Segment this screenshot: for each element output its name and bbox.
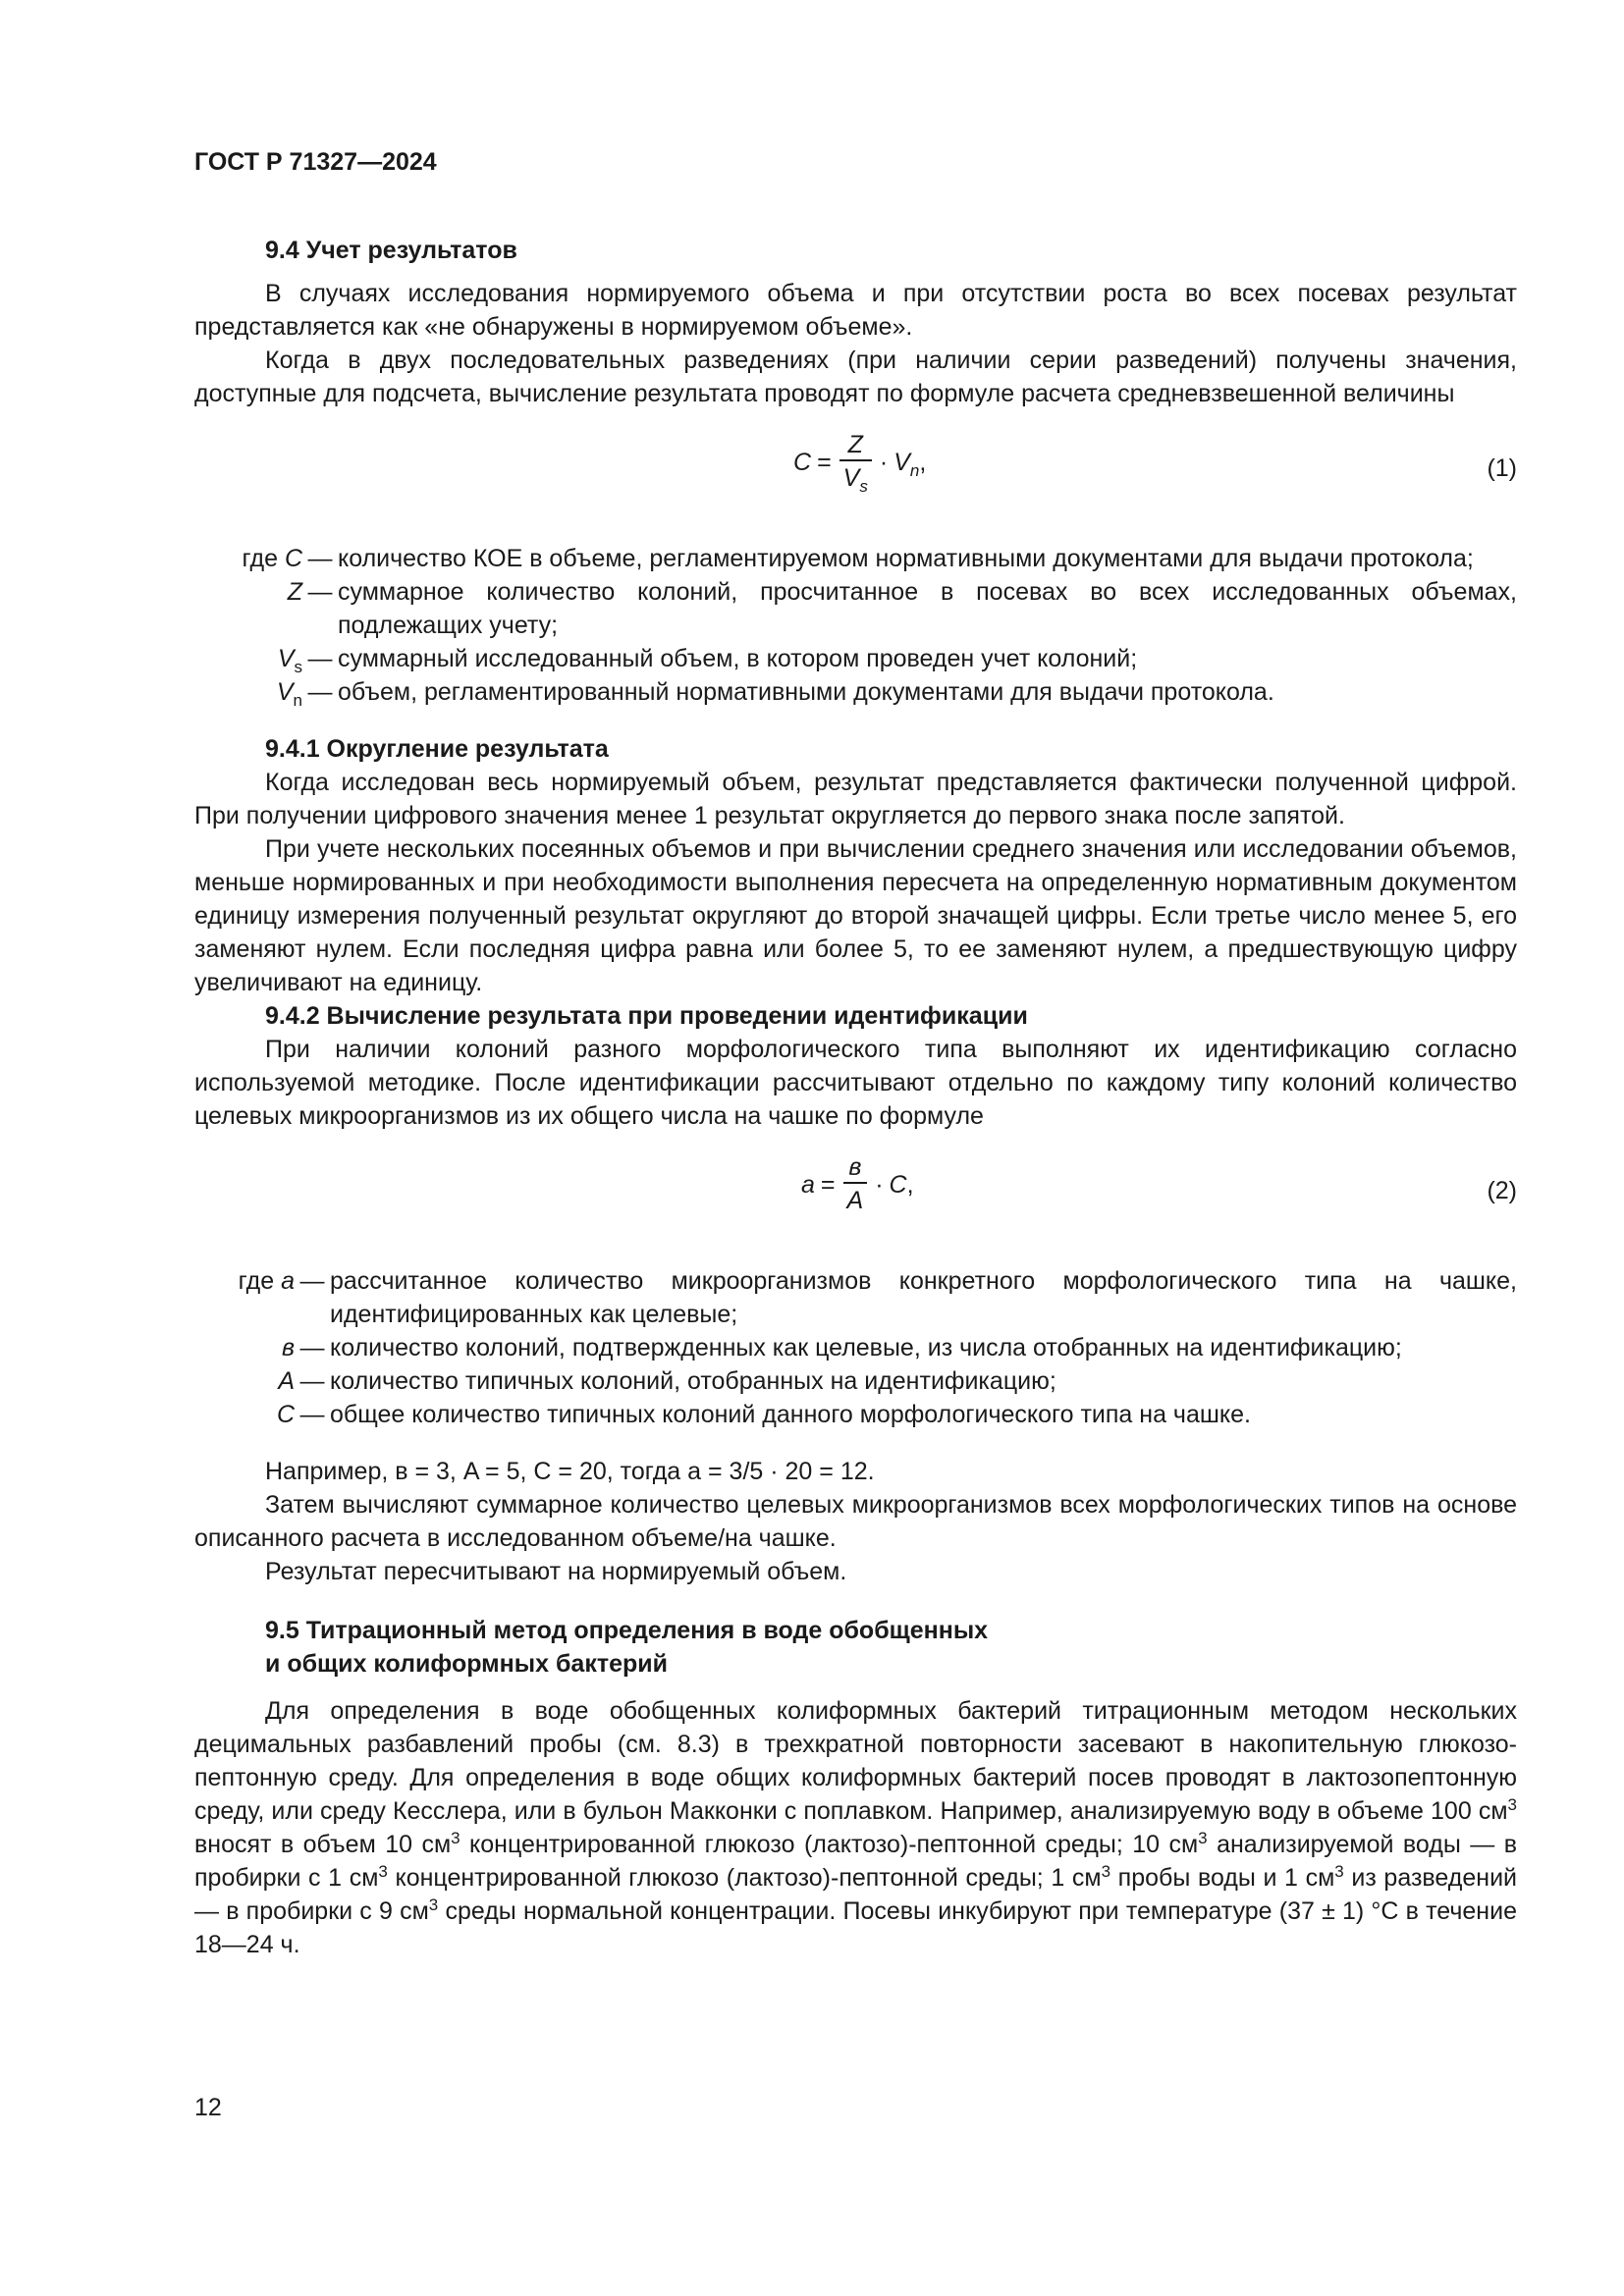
formula-2-multiply: ·: [875, 1171, 884, 1199]
formula-2-fraction: [843, 1152, 868, 1217]
formula-2-numerator: в: [848, 1153, 862, 1181]
formula-1-definitions: [194, 542, 1517, 709]
formula-2-equals: =: [820, 1171, 836, 1199]
formula-1-multiply: ·: [879, 449, 889, 476]
formula-2: [194, 1145, 1517, 1247]
formula-2-expression: a = $\frac{в}{A}$ · C ,: [801, 1152, 914, 1217]
formula-1-lhs: C: [793, 449, 812, 476]
formula-1-fraction: [839, 430, 872, 495]
definition-row: в — количество колоний, подтвержденных как целевые, из числа отобранных на идентификацию;: [281, 1334, 1402, 1362]
document-header: ГОСТ Р 71327—2024: [194, 148, 437, 176]
page-number: 12: [194, 2094, 222, 2121]
formula-2-denominator: A: [846, 1187, 864, 1214]
definition-row: $V_n$ — объем, регламентированный нормативными документами для выдачи протокола.: [276, 678, 1274, 710]
definition-row: где a — рассчитанное количество микроорганизмов конкретного морфологического типа на чашке, идентифицированных как целевые;: [238, 1267, 1517, 1328]
definition-row: A — количество типичных колоний, отобранных на идентификацию;: [278, 1367, 1056, 1395]
formula-1-rhs: $V_n$: [893, 449, 920, 480]
section-9-4-2-example: Например, в = 3, A = 5, C = 20, тогда a = 3/5 · 20 = 12.: [265, 1458, 875, 1485]
section-9-4-2-paragraph-3: Результат пересчитывают на нормируемый объем.: [265, 1558, 847, 1585]
document-page: [194, 145, 1517, 1961]
section-9-5-title: 9.5 Титрационный метод определения в воде обобщенных и общих колиформных бактерий: [265, 1617, 989, 1678]
section-9-4-paragraph-1: В случаях исследования нормируемого объема и при отсутствии роста во всех посевах результат представляется как «не обнаружены в нормируемом объеме».: [194, 280, 1517, 341]
formula-1-equals: =: [817, 449, 832, 476]
section-9-4-2-paragraph-1: При наличии колоний разного морфологического типа выполняют их идентификацию согласно используемой методике. После идентификации рассчитывают отдельно по каждому типу колоний количество целевых микроорганизмов из их общего числа на чашке по формуле: [194, 1036, 1517, 1130]
section-9-4-paragraph-2: Когда в двух последовательных разведениях (при наличии серии разведений) получены значения, доступные для подсчета, вычисление результата проводят по формуле расчета средневзвешенной величины: [194, 347, 1517, 407]
section-9-4-2-title: 9.4.2 Вычисление результата при проведении идентификации: [265, 1002, 1028, 1030]
section-9-4-1-paragraph-2: При учете нескольких посеянных объемов и при вычислении среднего значения или исследовании объемов, меньше нормированных и при необходимости выполнения пересчета на определенную нормативным документом единицу измерения полученный результат округляют до второй значащей цифры. Если третье число менее 5, его заменяют нулем. Если последняя цифра равна или более 5, то ее заменяют нулем, а предшествующую цифру увеличивают на единицу.: [194, 835, 1517, 996]
formula-2-rhs: C: [889, 1171, 907, 1199]
formula-1-numerator: Z: [847, 431, 863, 458]
formula-2-number: (2): [1487, 1177, 1517, 1204]
section-9-4-1-title: 9.4.1 Округление результата: [265, 735, 609, 763]
formula-1: [194, 422, 1517, 524]
definition-row: где C — количество КОЕ в объеме, регламентируемом нормативными документами для выдачи протокола;: [242, 545, 1474, 572]
formula-1-denominator: $V_s$: [842, 464, 868, 496]
definition-row: C — общее количество типичных колоний данного морфологического типа на чашке.: [276, 1401, 1251, 1428]
formula-1-number: (1): [1487, 454, 1517, 482]
formula-2-definitions: [194, 1264, 1517, 1431]
section-9-5-paragraph: Для определения в воде обобщенных колиформных бактерий титрационным методом нескольких децимальных разбавлений пробы (см. 8.3) в трехкратной повторности засевают в накопительную глюкозо-пептонную среду. Для определения в воде общих колиформных бактерий посев проводят в лактозопептонную среду, или среду Кесслера, или в бульон Макконки с поплавком. Например, анализируемую воду в объеме 100 $см^3$ вносят в объем 10 $см^3$ концентрированной глюкозо (лактозо)-пептонной среды; 10 $см^3$ анализируемой воды — в пробирки с 1 $см^3$ концентрированной глюкозо (лактозо)-пептонной среды; 1 $см^3$ пробы воды и 1 $см^3$ из разведений — в пробирки с 9 $см^3$ среды нормальной концентрации. Посевы инкубируют при температуре (37 ± 1) °C в течение 18—24 ч.: [194, 1697, 1517, 1958]
formula-1-expression: C = $\frac{Z}{V_s}$ · $V_n$ ,: [793, 431, 927, 496]
section-9-4-title: 9.4 Учет результатов: [265, 237, 517, 264]
section-9-4-1-paragraph-1: Когда исследован весь нормируемый объем, результат представляется фактически полученной цифрой. При получении цифрового значения менее 1 результат округляется до первого знака после запятой.: [194, 769, 1517, 829]
formula-2-lhs: a: [801, 1171, 815, 1199]
definition-row: Z — суммарное количество колоний, просчитанное в посевах во всех исследованных объемах, подлежащих учету;: [287, 578, 1517, 639]
definition-row: $V_s$ — суммарный исследованный объем, в котором проведен учет колоний;: [277, 645, 1138, 676]
section-9-4-2-paragraph-2: Затем вычисляют суммарное количество целевых микроорганизмов всех морфологических типов на основе описанного расчета в исследованном объеме/на чашке.: [194, 1491, 1517, 1552]
